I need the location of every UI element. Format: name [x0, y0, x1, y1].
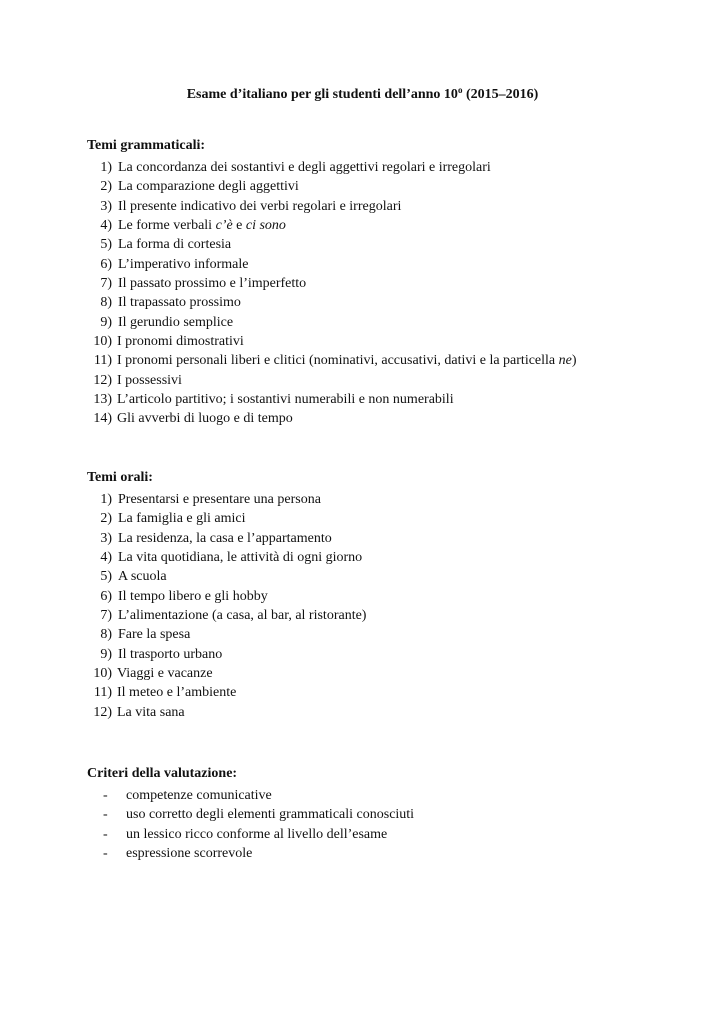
grammar-section — [87, 137, 577, 429]
item-text: uso corretto degli elementi grammaticali conosciuti — [126, 807, 415, 823]
item-text: Gli avverbi di luogo e di tempo — [117, 411, 293, 427]
item-text — [118, 216, 286, 235]
item-text: La comparazione degli aggettivi — [118, 179, 299, 195]
list-item — [87, 293, 577, 312]
item-text: Il passato prossimo e l’imperfetto — [118, 276, 307, 292]
dash-bullet: - — [103, 826, 108, 842]
title-superscript: o — [457, 85, 463, 95]
item-number: 4) — [100, 218, 112, 234]
item-number: 14) — [93, 411, 112, 427]
item-text: La vita sana — [117, 704, 185, 720]
list-item — [87, 625, 366, 644]
item-number: 9) — [100, 646, 112, 662]
item-number: 7) — [100, 608, 112, 624]
list-item — [87, 548, 366, 567]
list-item — [87, 664, 366, 683]
criteria-heading: Criteri della valutazione: — [87, 766, 238, 781]
list-item — [87, 332, 577, 351]
list-item — [87, 529, 366, 548]
grammar-list — [87, 158, 577, 429]
item-number: 13) — [93, 392, 112, 408]
title-years: (2015–2016) — [462, 87, 539, 102]
list-item — [87, 177, 577, 196]
item-number: 2) — [100, 179, 112, 195]
list-item — [87, 313, 577, 332]
item-text-part: ) — [571, 353, 577, 369]
item-text: Il presente indicativo dei verbi regolari e irregolari — [118, 198, 402, 214]
item-number: 3) — [100, 530, 112, 546]
item-text: Il tempo libero e gli hobby — [118, 588, 268, 604]
list-item — [87, 351, 577, 370]
item-text-part: e — [232, 218, 246, 234]
criteria-list — [87, 786, 414, 863]
item-text: I possessivi — [117, 372, 182, 388]
item-number: 2) — [100, 511, 112, 527]
item-text: Viaggi e vacanze — [117, 666, 213, 682]
list-item — [87, 645, 366, 664]
dash-bullet: - — [103, 807, 108, 823]
item-number: 5) — [100, 569, 112, 585]
list-item — [87, 216, 577, 235]
item-number: 4) — [100, 550, 112, 566]
item-text: Presentarsi e presentare una persona — [118, 492, 321, 507]
list-item — [87, 805, 414, 824]
item-number: 11) — [93, 685, 112, 701]
oral-list — [87, 490, 366, 722]
item-text: La residenza, la casa e l’appartamento — [118, 530, 332, 546]
item-italic-term: ne — [558, 353, 572, 369]
list-item — [87, 844, 414, 863]
item-number: 9) — [100, 314, 112, 330]
item-text: Il trapassato prossimo — [118, 295, 241, 311]
item-number: 12) — [93, 372, 112, 388]
title-main: Esame d’italiano per gli studenti dell’anno 10 — [186, 87, 458, 102]
item-number: 7) — [100, 276, 112, 292]
list-item — [87, 587, 366, 606]
list-item — [87, 274, 577, 293]
item-text-part: Le forme verbali — [118, 218, 216, 234]
list-item — [87, 703, 366, 722]
item-italic-term: ci sono — [245, 218, 286, 234]
list-item — [87, 683, 366, 702]
item-text: La vita quotidiana, le attività di ogni giorno — [118, 550, 363, 566]
list-item — [87, 786, 414, 805]
dash-bullet: - — [103, 846, 108, 862]
list-item — [87, 390, 577, 409]
document-title — [0, 86, 725, 104]
item-number: 1) — [100, 492, 112, 507]
item-text: La concordanza dei sostantivi e degli aggettivi regolari e irregolari — [118, 160, 491, 175]
list-item — [87, 825, 414, 844]
item-number: 3) — [100, 198, 112, 214]
item-text: La famiglia e gli amici — [118, 511, 246, 527]
item-text: L’imperativo informale — [118, 256, 249, 272]
item-number: 11) — [93, 353, 112, 369]
item-number: 6) — [100, 588, 112, 604]
oral-section — [87, 469, 366, 722]
item-text-part: I pronomi personali liberi e clitici (nominativi, accusativi, dativi e la particella — [117, 353, 559, 369]
item-number: 5) — [100, 237, 112, 253]
criteria-section — [87, 765, 414, 863]
list-item — [87, 255, 577, 274]
dash-bullet: - — [103, 788, 108, 803]
item-text: Fare la spesa — [118, 627, 191, 643]
list-item — [87, 490, 366, 509]
item-number: 1) — [100, 160, 112, 175]
item-number: 10) — [93, 666, 112, 682]
item-italic-term: c’è — [215, 218, 233, 234]
item-text — [117, 351, 577, 370]
list-item — [87, 409, 577, 428]
item-text: Il trasporto urbano — [118, 646, 223, 662]
item-text: L’articolo partitivo; i sostantivi numerabili e non numerabili — [117, 392, 454, 408]
item-number: 10) — [93, 334, 112, 350]
item-number: 8) — [100, 627, 112, 643]
item-text: I pronomi dimostrativi — [117, 334, 244, 350]
grammar-heading: Temi grammaticali: — [87, 138, 206, 153]
list-item — [87, 509, 366, 528]
list-item — [87, 235, 577, 254]
item-text: La forma di cortesia — [118, 237, 232, 253]
item-text: espressione scorrevole — [126, 846, 253, 862]
item-number: 6) — [100, 256, 112, 272]
item-text: A scuola — [118, 569, 167, 585]
list-item — [87, 371, 577, 390]
list-item — [87, 197, 577, 216]
item-number: 8) — [100, 295, 112, 311]
list-item — [87, 606, 366, 625]
oral-heading: Temi orali: — [87, 470, 153, 485]
item-text: L’alimentazione (a casa, al bar, al ristorante) — [118, 608, 367, 624]
item-text: competenze comunicative — [126, 788, 272, 803]
item-text: Il gerundio semplice — [118, 314, 234, 330]
list-item — [87, 158, 577, 177]
item-text: un lessico ricco conforme al livello dell’esame — [126, 826, 388, 842]
list-item — [87, 567, 366, 586]
item-text: Il meteo e l’ambiente — [117, 685, 237, 701]
item-number: 12) — [93, 704, 112, 720]
